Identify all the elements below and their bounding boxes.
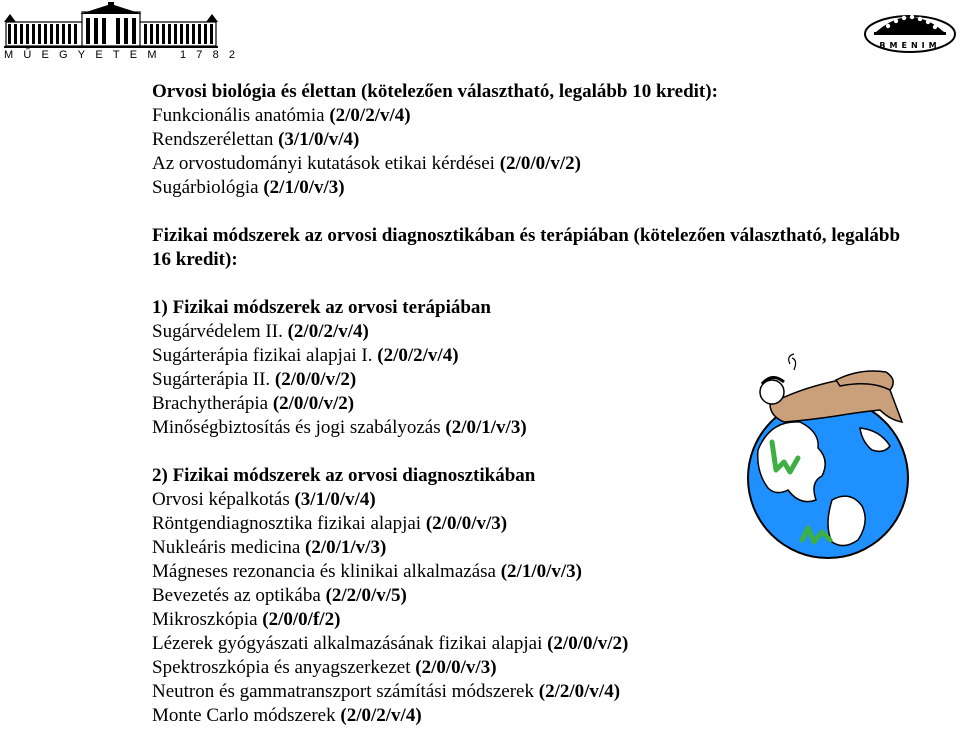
spacer <box>152 200 912 224</box>
course-item <box>152 632 912 656</box>
course-name: Röntgendiagnosztika fizikai alapjai <box>152 513 422 534</box>
course-list <box>152 80 912 728</box>
course-name: Mágneses rezonancia és klinikai alkalmazása <box>152 561 496 582</box>
course-code: (2/0/2/v/4) <box>329 105 411 126</box>
course-name: Sugárterápia II. <box>152 369 271 390</box>
course-code: (2/2/0/v/4) <box>538 681 621 702</box>
course-code: (2/0/2/v/4) <box>377 345 459 366</box>
course-code: (3/1/0/v/4) <box>278 129 360 150</box>
course-code: (2/1/0/v/3) <box>500 561 582 582</box>
dome-logo-icon <box>862 4 958 54</box>
course-name: Neutron és gammatranszport számítási módszerek <box>152 681 534 702</box>
section-heading-medical-biology: Orvosi biológia és élettan (kötelezően választható, legalább 10 kredit): <box>152 81 718 102</box>
course-name: Sugárvédelem II. <box>152 321 283 342</box>
course-name: Funkcionális anatómia <box>152 105 325 126</box>
course-item <box>152 176 912 200</box>
course-name: Rendszerélettan <box>152 129 274 150</box>
course-name: Mikroszkópia <box>152 609 258 630</box>
course-code: (2/2/0/v/5) <box>325 585 407 606</box>
course-item <box>152 680 912 704</box>
course-code: (2/0/0/v/2) <box>547 633 629 654</box>
dome-logo-text: BMENIM <box>879 41 941 50</box>
course-code: (2/0/0/v/2) <box>272 393 355 414</box>
course-code: (2/0/0/v/2) <box>499 153 581 174</box>
course-item <box>152 344 912 368</box>
course-code: (2/0/2/v/4) <box>340 705 422 726</box>
course-name: Minőségbiztosítás és jogi szabályozás <box>152 417 441 438</box>
course-code: (2/0/1/v/3) <box>445 417 527 438</box>
course-name: Monte Carlo módszerek <box>152 705 336 726</box>
course-code: (2/0/1/v/3) <box>305 537 387 558</box>
course-name: Lézerek gyógyászati alkalmazásának fizikai alapjai <box>152 633 543 654</box>
section-heading-diagnostics: 2) Fizikai módszerek az orvosi diagnosztikában <box>152 465 536 486</box>
course-item <box>152 368 912 392</box>
course-item <box>152 656 912 680</box>
course-code: (2/1/0/v/3) <box>263 177 345 198</box>
institute-logo <box>862 4 958 54</box>
course-item <box>152 104 912 128</box>
course-code: (2/0/0/f/2) <box>262 609 341 630</box>
course-item <box>152 512 912 536</box>
course-name: Brachytherápia <box>152 393 269 414</box>
course-item <box>152 488 912 512</box>
university-logo-caption: MŰEGYETEM 1782 <box>4 49 246 61</box>
course-name: Sugárterápia fizikai alapjai I. <box>152 345 373 366</box>
course-name: Orvosi képalkotás <box>152 489 290 510</box>
spacer <box>152 272 912 296</box>
course-item <box>152 704 912 728</box>
course-item <box>152 152 912 176</box>
course-item <box>152 584 912 608</box>
section-heading-physical-methods: Fizikai módszerek az orvosi diagnosztikában és terápiában (kötelezően választható, legalább 16 kredit): <box>152 225 901 270</box>
course-name: Bevezetés az optikába <box>152 585 321 606</box>
course-name: Az orvostudományi kutatások etikai kérdései <box>152 153 495 174</box>
course-name: Sugárbiológia <box>152 177 259 198</box>
course-name: Spektroszkópia és anyagszerkezet <box>152 657 411 678</box>
course-item <box>152 320 912 344</box>
course-item <box>152 416 912 440</box>
section-heading-therapy: 1) Fizikai módszerek az orvosi terápiában <box>152 297 491 318</box>
course-name: Nukleáris medicina <box>152 537 301 558</box>
course-code: (2/0/0/v/2) <box>274 369 357 390</box>
university-building-icon <box>4 2 218 48</box>
course-item <box>152 392 912 416</box>
university-logo <box>4 2 246 66</box>
course-code: (2/0/0/v/3) <box>425 513 508 534</box>
course-item <box>152 608 912 632</box>
course-item <box>152 536 912 560</box>
spacer <box>152 440 912 464</box>
course-item <box>152 560 912 584</box>
course-code: (3/1/0/v/4) <box>294 489 376 510</box>
course-item <box>152 128 912 152</box>
course-code: (2/0/0/v/3) <box>415 657 497 678</box>
course-code: (2/0/2/v/4) <box>287 321 369 342</box>
